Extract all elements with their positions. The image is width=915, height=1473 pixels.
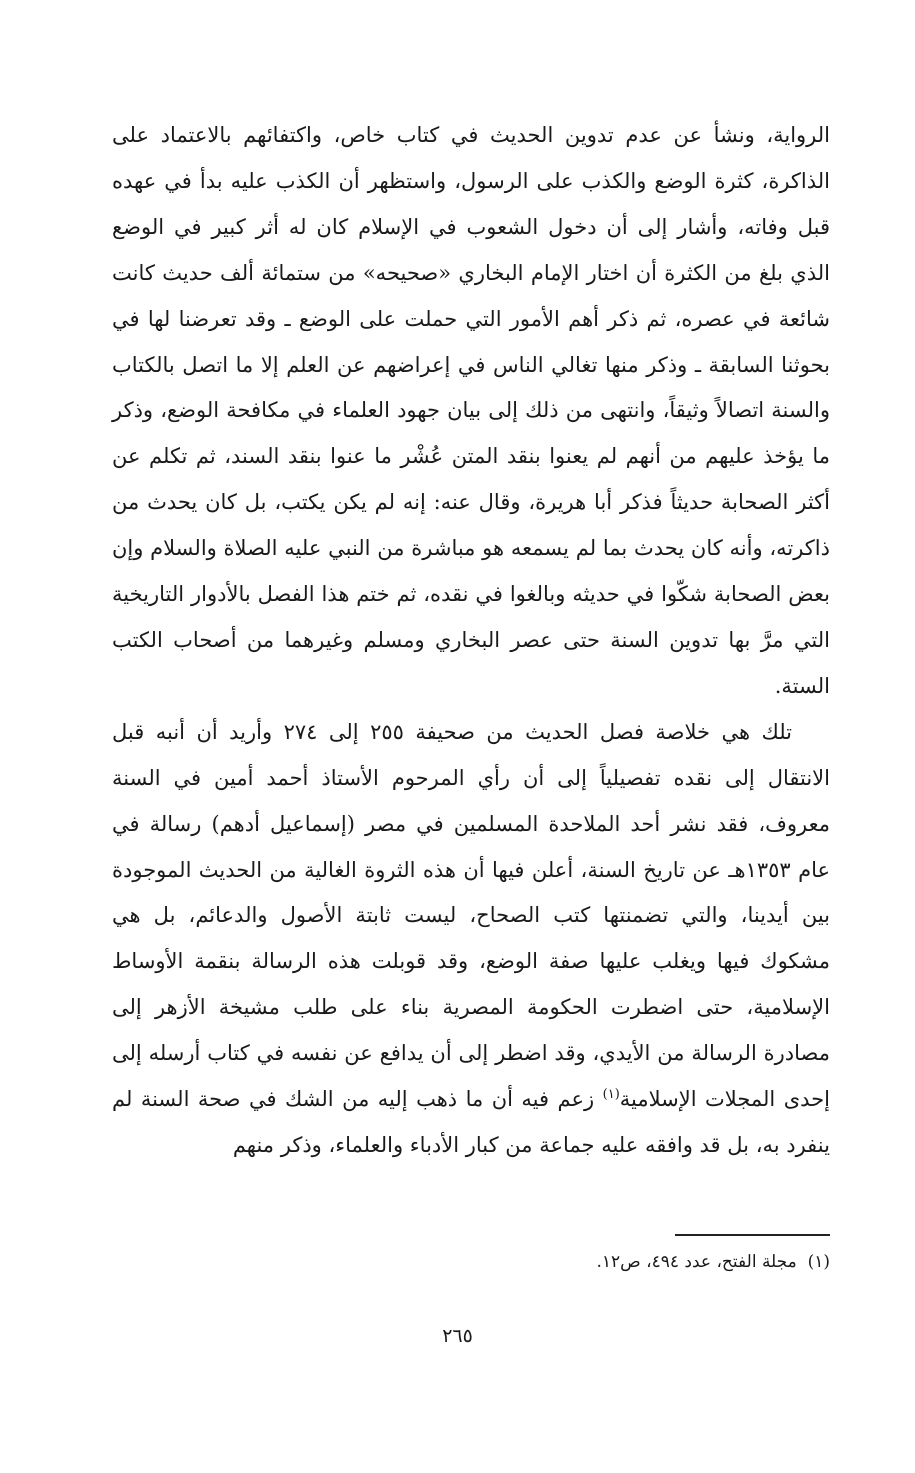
footnote-text: مجلة الفتح، عدد ٤٩٤، ص١٢. [596,1252,797,1272]
paragraph-2-text-after-ref: زعم فيه أن ما ذهب إليه من الشك في صحة السنة لم ينفرد به، بل قد وافقه عليه جماعة من كبار الأدباء والعلماء، وذكر منهم [112,1087,830,1157]
footnote-number: (١) [807,1252,830,1272]
footnote-separator [675,1234,830,1236]
paragraph-1: الرواية، ونشأ عن عدم تدوين الحديث في كتاب خاص، واكتفائهم بالاعتماد على الذاكرة، كثرة الوضع والكذب على الرسول، واستظهر أن الكذب عليه بدأ في عهده قبل وفاته، وأشار إلى أن دخول الشعوب في الإسلام كان له أثر كبير في الوضع الذي بلغ من الكثرة أن اختار الإمام البخاري «صحيحه» من ستمائة ألف حديث كانت شائعة في عصره، ثم ذكر أهم الأمور التي حملت على الوضع ـ وقد تعرضنا لها في بحوثنا السابقة ـ وذكر منها تغالي الناس في إعراضهم عن العلم إلا ما اتصل بالكتاب والسنة اتصالاً وثيقاً، وانتهى من ذلك إلى بيان جهود العلماء في مكافحة الوضع، وذكر ما يؤخذ عليهم من أنهم لم يعنوا بنقد المتن عُشْر ما عنوا بنقد السند، ثم تكلم عن أكثر الصحابة حديثاً فذكر أبا هريرة، وقال عنه: إنه لم يكن يكتب، بل كان يحدث من ذاكرته، وأنه كان يحدث بما لم يسمعه هو مباشرة من النبي عليه الصلاة والسلام وإن بعض الصحابة شكّوا في حديثه وبالغوا في نقده، ثم ختم هذا الفصل بالأدوار التاريخية التي مرَّ بها تدوين السنة حتى عصر البخاري ومسلم وغيرهما من أصحاب الكتب الستة. [112,123,830,698]
footnote-reference: (١) [602,1087,620,1103]
footnote [300,1249,830,1275]
paragraph-2-text-before-ref: تلك هي خلاصة فصل الحديث من صحيفة ٢٥٥ إلى ٢٧٤ وأريد أن أنبه قبل الانتقال إلى نقده تفصيلياً إلى أن رأي المرحوم الأستاذ أحمد أمين في السنة معروف، فقد نشر أحد الملاحدة المسلمين في مصر (إسماعيل أدهم) رسالة في عام ١٣٥٣هـ عن تاريخ السنة، أعلن فيها أن هذه الثروة الغالية من الحديث الموجودة بين أيدينا، والتي تضمنتها كتب الصحاح، ليست ثابتة الأصول والدعائم، بل هي مشكوك فيها ويغلب عليها صفة الوضع، وقد قوبلت هذه الرسالة بنقمة الأوساط الإسلامية، حتى اضطرت الحكومة المصرية بناء على طلب مشيخة الأزهر إلى مصادرة الرسالة من الأيدي، وقد اضطر إلى أن يدافع عن نفسه في كتاب أرسله إلى إحدى المجلات الإسلامية [112,719,831,1112]
paragraph-2 [112,710,830,1169]
page-number: ٢٦٥ [442,1325,473,1347]
body-text [112,113,830,1169]
